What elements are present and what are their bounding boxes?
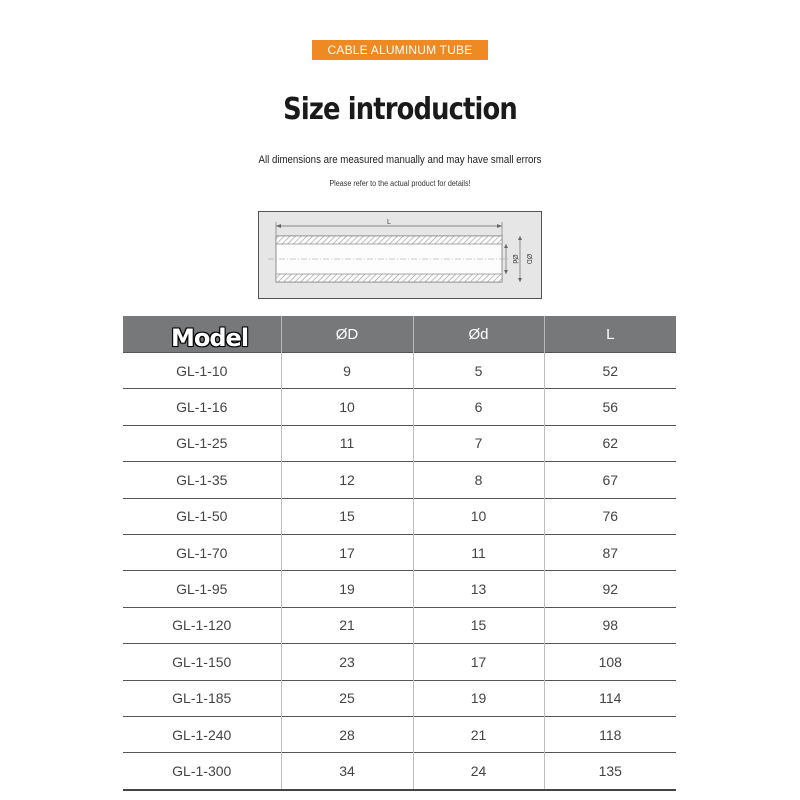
- outer-diameter-cell: 11: [281, 425, 413, 461]
- outer-diameter-cell: 10: [281, 389, 413, 425]
- length-cell: 87: [544, 534, 676, 570]
- length-cell: 114: [544, 680, 676, 716]
- table-row: [123, 389, 676, 425]
- outer-diameter-cell: 23: [281, 644, 413, 680]
- length-cell: 98: [544, 607, 676, 643]
- table-row: [123, 498, 676, 534]
- length-cell: 76: [544, 498, 676, 534]
- model-cell: GL-1-70: [123, 534, 281, 570]
- tube-dimension-diagram: [258, 211, 542, 299]
- inner-diameter-cell: 10: [413, 498, 544, 534]
- model-cell: GL-1-10: [123, 353, 281, 389]
- model-cell: GL-1-120: [123, 607, 281, 643]
- outer-diameter-cell: 19: [281, 571, 413, 607]
- tube-bottom-wall: [276, 274, 502, 282]
- header-length: L: [544, 316, 676, 353]
- inner-diameter-cell: 17: [413, 644, 544, 680]
- outer-diameter-cell: 12: [281, 462, 413, 498]
- inner-diameter-cell: 7: [413, 425, 544, 461]
- inner-diameter-cell: 15: [413, 607, 544, 643]
- model-cell: GL-1-50: [123, 498, 281, 534]
- outer-diameter-label: ØD: [525, 253, 532, 265]
- outer-diameter-cell: 9: [281, 353, 413, 389]
- outer-diameter-cell: 34: [281, 753, 413, 790]
- table-row: [123, 716, 676, 752]
- table-row: [123, 571, 676, 607]
- inner-diameter-cell: 21: [413, 716, 544, 752]
- outer-diameter-cell: 25: [281, 680, 413, 716]
- inner-diameter-cell: 5: [413, 353, 544, 389]
- outer-diameter-cell: 21: [281, 607, 413, 643]
- model-cell: GL-1-35: [123, 462, 281, 498]
- length-cell: 52: [544, 353, 676, 389]
- length-cell: 108: [544, 644, 676, 680]
- table-body: [123, 353, 676, 790]
- inner-diameter-cell: 13: [413, 571, 544, 607]
- product-banner: CABLE ALUMINUM TUBE: [312, 40, 488, 60]
- length-label: L: [387, 219, 391, 226]
- model-cell: GL-1-150: [123, 644, 281, 680]
- table-header-row: [123, 316, 676, 353]
- header-outer-diameter: ØD: [281, 316, 413, 353]
- length-cell: 56: [544, 389, 676, 425]
- tube-top-wall: [276, 236, 502, 244]
- outer-diameter-cell: 15: [281, 498, 413, 534]
- model-cell: GL-1-185: [123, 680, 281, 716]
- length-cell: 135: [544, 753, 676, 790]
- length-cell: 118: [544, 716, 676, 752]
- model-cell: GL-1-300: [123, 753, 281, 790]
- header-inner-diameter: Ød: [413, 316, 544, 353]
- inner-diameter-label: Ød: [511, 254, 518, 264]
- page-title: Size introduction: [283, 92, 517, 127]
- inner-diameter-cell: 8: [413, 462, 544, 498]
- table-row: [123, 425, 676, 461]
- inner-diameter-cell: 6: [413, 389, 544, 425]
- table-row: [123, 753, 676, 790]
- product-note: Please refer to the actual product for details!: [329, 179, 471, 188]
- size-table: [123, 316, 676, 791]
- length-cell: 67: [544, 462, 676, 498]
- header-model: Model: [123, 316, 281, 353]
- outer-diameter-cell: 28: [281, 716, 413, 752]
- length-cell: 62: [544, 425, 676, 461]
- table-row: [123, 680, 676, 716]
- table-row: [123, 353, 676, 389]
- model-cell: GL-1-95: [123, 571, 281, 607]
- model-cell: GL-1-16: [123, 389, 281, 425]
- length-cell: 92: [544, 571, 676, 607]
- table-row: [123, 462, 676, 498]
- model-cell: GL-1-240: [123, 716, 281, 752]
- table-row: [123, 644, 676, 680]
- outer-diameter-cell: 17: [281, 534, 413, 570]
- table-row: [123, 534, 676, 570]
- inner-diameter-cell: 11: [413, 534, 544, 570]
- inner-diameter-cell: 24: [413, 753, 544, 790]
- inner-diameter-cell: 19: [413, 680, 544, 716]
- model-cell: GL-1-25: [123, 425, 281, 461]
- measurement-note: All dimensions are measured manually and may have small errors: [258, 154, 542, 166]
- table-row: [123, 607, 676, 643]
